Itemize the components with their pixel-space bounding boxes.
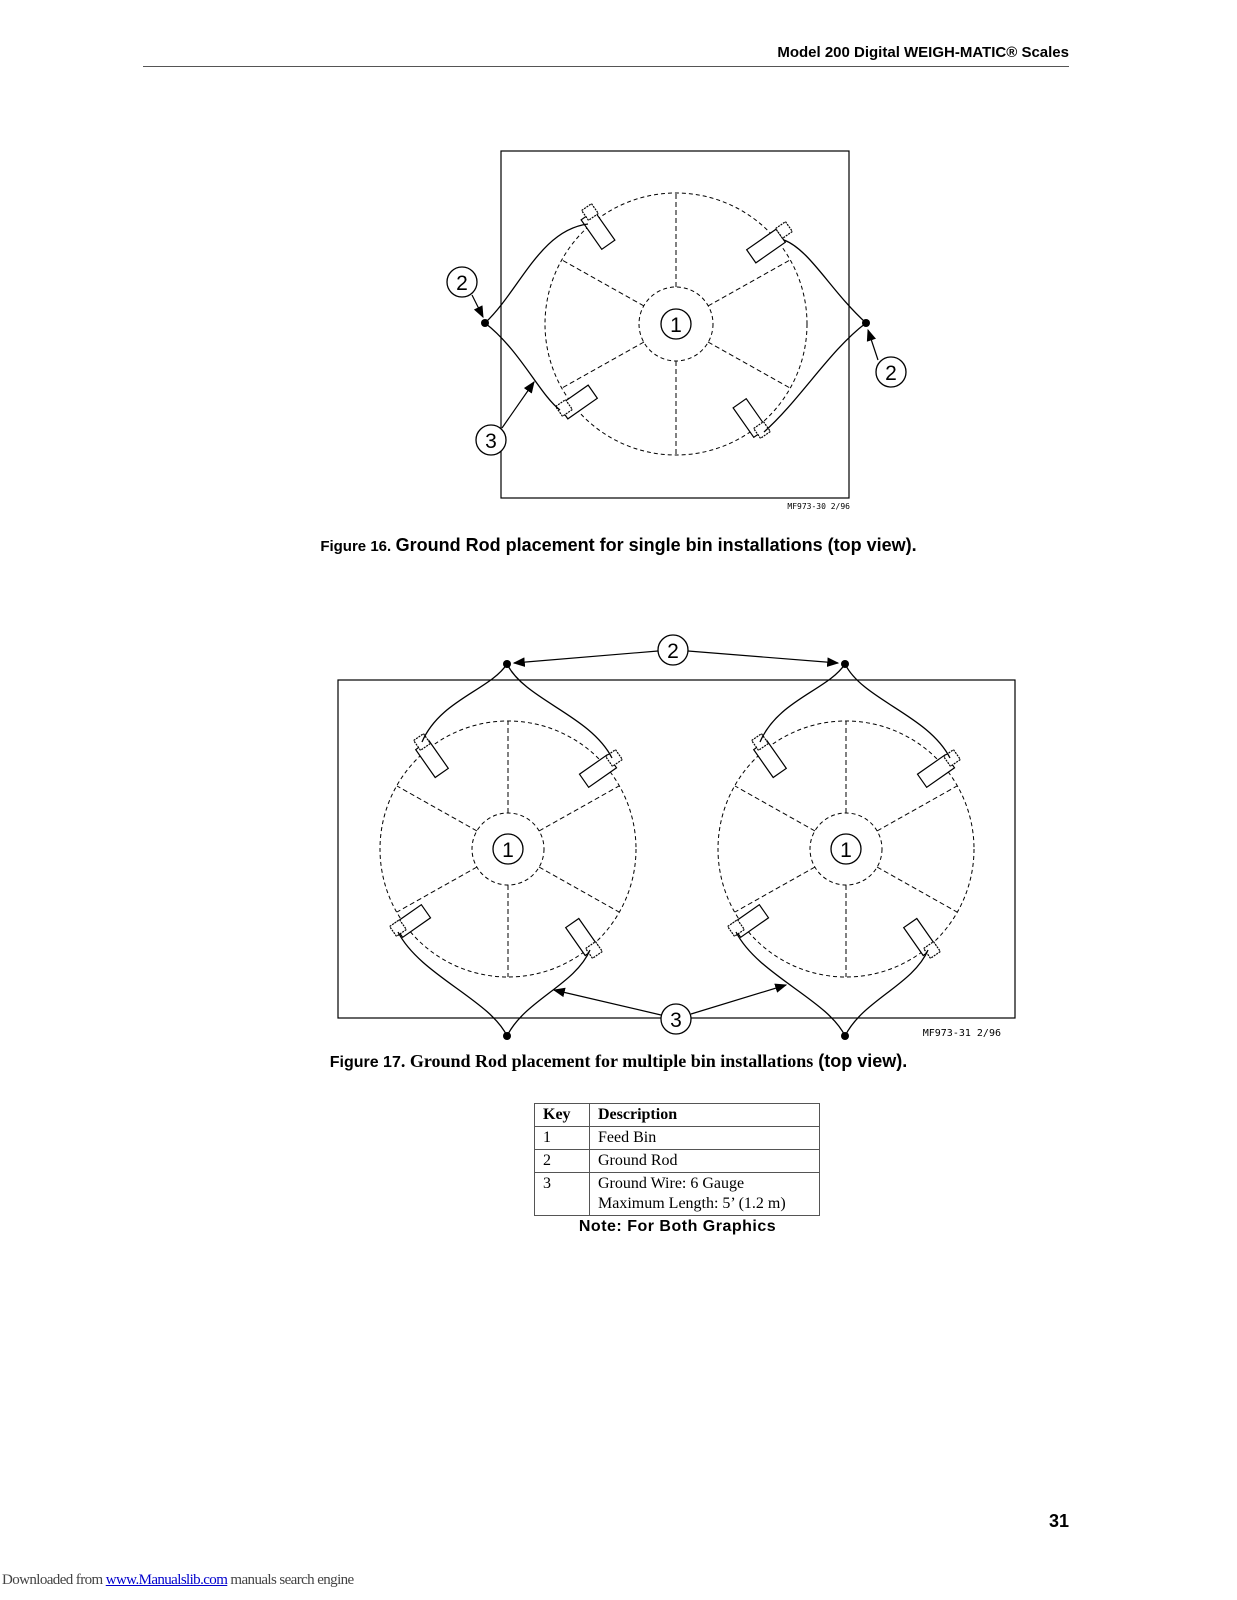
drawing-code-16: MF973-30 2/96 <box>787 502 850 511</box>
header-title: Model 200 Digital WEIGH-MATIC® Scales <box>777 44 1069 61</box>
callout-bin-right <box>831 834 861 864</box>
key-cell: 2 <box>535 1150 590 1173</box>
callout-rods-label: 2 <box>667 640 679 663</box>
manualslib-link[interactable]: www.Manualslib.com <box>105 1572 228 1588</box>
callout-bin-right-label: 1 <box>840 839 852 862</box>
callout-bin-left <box>493 834 523 864</box>
description-header: Description <box>590 1104 820 1127</box>
figure-17-caption <box>0 1051 1237 1072</box>
key-table <box>534 1103 820 1216</box>
callout-wires-label: 3 <box>670 1009 682 1032</box>
drawing-code-17: MF973-31 2/96 <box>922 1028 1001 1039</box>
footer-suffix: manuals search engine <box>227 1572 354 1588</box>
key-table-header-row <box>535 1104 820 1127</box>
description-line: Maximum Length: 5’ (1.2 m) <box>598 1195 786 1212</box>
callout-bin-label: 1 <box>670 314 682 337</box>
footer-prefix: Downloaded from <box>2 1572 106 1588</box>
description-line: Ground Wire: 6 Gauge <box>598 1175 745 1192</box>
table-note: Note: For Both Graphics <box>578 1218 777 1235</box>
page-number: 31 <box>1048 1511 1069 1531</box>
description-cell: Feed Bin <box>590 1127 820 1150</box>
table-row <box>535 1173 820 1216</box>
description-cell <box>590 1173 820 1216</box>
key-cell: 1 <box>535 1127 590 1150</box>
key-cell: 3 <box>535 1173 590 1216</box>
callout-rod-left-label: 2 <box>456 272 468 295</box>
callout-wires <box>554 985 786 1034</box>
figure-17-label: Figure 17 <box>329 1054 401 1071</box>
figure-16-label: Figure 16. <box>320 538 392 555</box>
key-header: Key <box>535 1104 590 1127</box>
description-cell: Ground Rod <box>590 1150 820 1173</box>
callout-rod-right-label: 2 <box>885 362 897 385</box>
table-row <box>535 1127 820 1150</box>
foundation-outline-multi <box>338 680 1015 1018</box>
figure-17-text-a: . Ground Rod placement for multiple bin installations <box>400 1051 814 1071</box>
download-footer <box>2 1572 354 1589</box>
callout-rods <box>514 635 838 665</box>
figure-17-text-b: (top view). <box>813 1051 908 1071</box>
callout-bin-left-label: 1 <box>502 839 514 862</box>
callout-wire-label: 3 <box>485 430 497 453</box>
figure-16-text: Ground Rod placement for single bin installations (top view). <box>395 535 917 555</box>
table-row <box>535 1150 820 1173</box>
